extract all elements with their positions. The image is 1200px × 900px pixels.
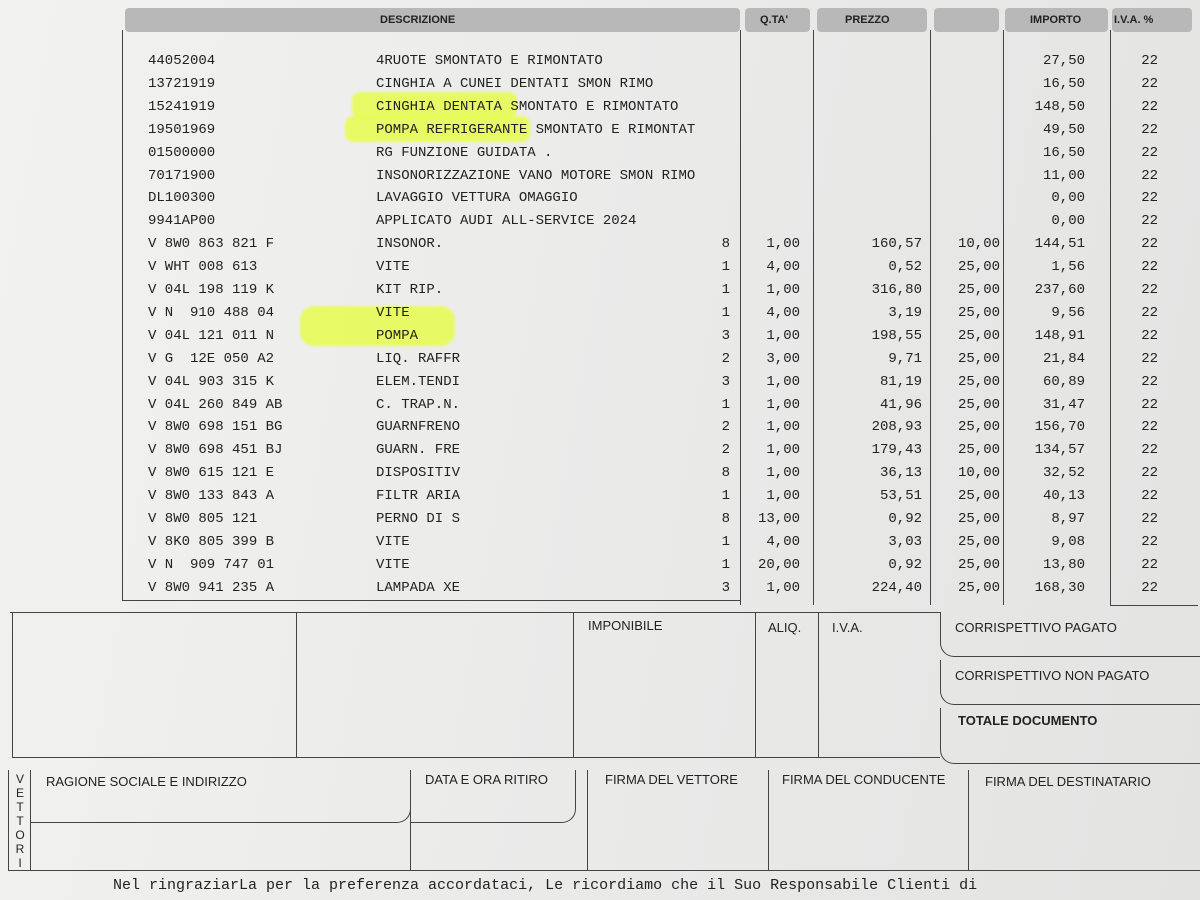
- qty-code: 2: [721, 419, 730, 436]
- qty-code: 1: [721, 282, 730, 298]
- description: APPLICATO AUDI ALL-SERVICE 2024: [376, 213, 637, 230]
- description: KIT RIP.: [376, 282, 444, 298]
- vat-rate: 22: [1141, 327, 1158, 344]
- qty-code: 1: [721, 259, 730, 276]
- qty-code: 1: [721, 488, 730, 505]
- price: 316,80: [871, 282, 922, 298]
- vat-rate: 22: [1141, 121, 1158, 138]
- quantity: 3,00: [766, 350, 800, 367]
- part-code: V 8W0 941 235 A: [148, 579, 275, 596]
- description: VITE: [376, 259, 410, 276]
- qty-code: 1: [721, 556, 730, 573]
- price: 0,92: [888, 556, 922, 573]
- description: LAMPADA XE: [376, 579, 461, 596]
- table-row: [0, 577, 1200, 599]
- header-importo: [1005, 8, 1108, 32]
- table-row: [0, 50, 1200, 72]
- vat-rate: 22: [1141, 579, 1158, 596]
- qty-code: 8: [721, 236, 730, 253]
- table-row: [0, 554, 1200, 576]
- part-code: 01500000: [148, 144, 216, 161]
- part-code: V 04L 260 849 AB: [148, 396, 283, 413]
- qty-code: 3: [721, 579, 730, 596]
- table-row: [0, 508, 1200, 530]
- header-descrizione-label: DESCRIZIONE: [380, 14, 456, 26]
- qty-code: 2: [721, 350, 730, 367]
- discount: 25,00: [957, 533, 1000, 550]
- price: 3,19: [888, 304, 922, 321]
- qty-code: 3: [721, 373, 730, 390]
- vat-rate: 22: [1141, 236, 1158, 253]
- amount: 0,00: [1051, 190, 1085, 207]
- part-code: 9941AP00: [148, 213, 216, 230]
- part-code: V 8W0 698 451 BJ: [148, 442, 283, 459]
- part-code: V 8W0 805 121: [148, 511, 258, 527]
- description: VITE: [376, 304, 410, 321]
- qty-code: 3: [721, 327, 730, 344]
- amount: 168,30: [1034, 579, 1085, 596]
- header-importo-label: IMPORTO: [1030, 14, 1082, 26]
- quantity: 1,00: [766, 442, 800, 459]
- table-row: [0, 302, 1200, 324]
- vat-rate: 22: [1141, 167, 1158, 184]
- amount: 13,80: [1042, 556, 1085, 573]
- vat-rate: 22: [1141, 75, 1158, 92]
- totals-left-border: [12, 612, 13, 757]
- part-code: V 04L 903 315 K: [148, 373, 275, 390]
- amount: 21,84: [1042, 350, 1085, 367]
- header-sconto: [934, 8, 999, 32]
- part-code: V N 910 488 04: [148, 304, 275, 321]
- qty-code: 1: [721, 533, 730, 550]
- description: ELEM.TENDI: [376, 373, 461, 390]
- ragione-sociale-label: RAGIONE SOCIALE E INDIRIZZO: [46, 774, 247, 789]
- quantity: 4,00: [766, 533, 800, 550]
- header-qta: [745, 8, 810, 32]
- amount: 148,50: [1034, 98, 1085, 115]
- discount: 25,00: [957, 442, 1000, 459]
- description: GUARN. FRE: [376, 442, 461, 459]
- price: 36,13: [879, 465, 922, 482]
- table-row: [0, 96, 1200, 118]
- discount: 25,00: [957, 282, 1000, 298]
- vat-rate: 22: [1141, 533, 1158, 550]
- vat-rate: 22: [1141, 442, 1158, 459]
- vat-rate: 22: [1141, 259, 1158, 276]
- part-code: V 8W0 863 821 F: [148, 236, 275, 253]
- discount: 25,00: [957, 556, 1000, 573]
- table-row: [0, 279, 1200, 301]
- quantity: 20,00: [757, 556, 800, 573]
- price: 160,57: [871, 236, 922, 253]
- discount: 10,00: [957, 465, 1000, 482]
- firma-vettore-label: FIRMA DEL VETTORE: [605, 772, 738, 787]
- price: 208,93: [871, 419, 922, 436]
- amount: 60,89: [1042, 373, 1085, 390]
- carrier-div2: [587, 770, 588, 870]
- price: 3,03: [888, 533, 922, 550]
- quantity: 1,00: [766, 282, 800, 298]
- description: LIQ. RAFFR: [376, 350, 461, 367]
- amount: 40,13: [1042, 488, 1085, 505]
- price: 9,71: [888, 350, 922, 367]
- part-code: V N 909 747 01: [148, 556, 275, 573]
- qty-code: 8: [721, 511, 730, 527]
- data-ora-label: DATA E ORA RITIRO: [425, 772, 549, 787]
- footer-note: Nel ringraziarLa per la preferenza accordataci, Le ricordiamo che il Suo Responsabile Clienti di: [113, 877, 978, 894]
- price: 179,43: [871, 442, 922, 459]
- vettori-letter: T: [16, 800, 24, 814]
- qty-code: 8: [721, 465, 730, 482]
- vat-rate: 22: [1141, 304, 1158, 321]
- table-row: [0, 485, 1200, 507]
- amount: 9,56: [1051, 304, 1085, 321]
- table-bottom-border: [122, 600, 740, 601]
- amount: 49,50: [1042, 121, 1085, 138]
- vettori-letter: T: [16, 814, 24, 828]
- qty-code: 1: [721, 396, 730, 413]
- part-code: V 8W0 133 843 A: [148, 488, 275, 505]
- price: 0,52: [888, 259, 922, 276]
- description: INSONOR.: [376, 236, 444, 253]
- quantity: 13,00: [757, 511, 800, 527]
- part-code: 15241919: [148, 98, 216, 115]
- vat-rate: 22: [1141, 144, 1158, 161]
- vettori-letter: V: [15, 772, 24, 786]
- amount: 237,60: [1034, 282, 1085, 298]
- table-row: [0, 531, 1200, 553]
- amount: 8,97: [1051, 511, 1085, 527]
- amount: 1,56: [1051, 259, 1085, 276]
- discount: 25,00: [957, 579, 1000, 596]
- firma-conducente-label: FIRMA DEL CONDUCENTE: [782, 772, 946, 787]
- header-prezzo: [817, 8, 927, 32]
- amount: 134,57: [1034, 442, 1085, 459]
- description: CINGHIA A CUNEI DENTATI SMON RIMO: [376, 75, 654, 92]
- table-row: [0, 187, 1200, 209]
- table-row: [0, 119, 1200, 141]
- discount: 10,00: [957, 236, 1000, 253]
- table-row: [0, 233, 1200, 255]
- header-iva: [1112, 8, 1192, 32]
- part-code: V 04L 121 011 N: [148, 327, 275, 344]
- part-code: 19501969: [148, 121, 216, 138]
- quantity: 1,00: [766, 373, 800, 390]
- amount: 0,00: [1051, 213, 1085, 230]
- discount: 25,00: [957, 373, 1000, 390]
- description: VITE: [376, 533, 410, 550]
- description: LAVAGGIO VETTURA OMAGGIO: [376, 190, 578, 207]
- imponibile-label: IMPONIBILE: [588, 618, 663, 633]
- vat-rate: 22: [1141, 53, 1158, 69]
- part-code: V 04L 198 119 K: [148, 282, 275, 298]
- part-code: DL100300: [148, 190, 216, 207]
- price: 0,92: [888, 511, 922, 527]
- quantity: 1,00: [766, 396, 800, 413]
- vettori-letter: E: [15, 786, 24, 800]
- header-iva-label: I.V.A. %: [1114, 14, 1154, 26]
- description: POMPA: [376, 327, 419, 344]
- firma-destinatario-label: FIRMA DEL DESTINATARIO: [985, 774, 1151, 789]
- vat-rate: 22: [1141, 488, 1158, 505]
- quantity: 4,00: [766, 259, 800, 276]
- table-row: [0, 394, 1200, 416]
- vettori-side-label: [13, 772, 27, 870]
- description: VITE: [376, 556, 410, 573]
- vettori-letter: O: [15, 828, 25, 842]
- table-row: [0, 256, 1200, 278]
- header-descrizione: [125, 8, 740, 32]
- totals-bottom-line: [12, 757, 940, 758]
- ragione-sociale-box: [30, 770, 411, 823]
- iva-label: I.V.A.: [832, 620, 863, 635]
- table-row: [0, 142, 1200, 164]
- description: POMPA REFRIGERANTE SMONTATO E RIMONTAT: [376, 121, 696, 138]
- price: 81,19: [879, 373, 922, 390]
- discount: 25,00: [957, 419, 1000, 436]
- description: 4RUOTE SMONTATO E RIMONTATO: [376, 53, 603, 69]
- quantity: 1,00: [766, 327, 800, 344]
- discount: 25,00: [957, 396, 1000, 413]
- part-code: V WHT 008 613: [148, 259, 258, 276]
- vat-rate: 22: [1141, 190, 1158, 207]
- vat-rate: 22: [1141, 419, 1158, 436]
- price: 198,55: [871, 327, 922, 344]
- quantity: 1,00: [766, 488, 800, 505]
- quantity: 1,00: [766, 579, 800, 596]
- vat-rate: 22: [1141, 373, 1158, 390]
- part-code: V G 12E 050 A2: [148, 350, 275, 367]
- amount: 16,50: [1042, 144, 1085, 161]
- qty-code: 2: [721, 442, 730, 459]
- vat-rate: 22: [1141, 282, 1158, 298]
- amount: 11,00: [1042, 167, 1085, 184]
- part-code: 70171900: [148, 167, 216, 184]
- table-row: [0, 348, 1200, 370]
- totals-div4: [818, 612, 819, 757]
- data-ora-box: [410, 770, 576, 823]
- vat-rate: 22: [1141, 396, 1158, 413]
- vat-rate: 22: [1141, 556, 1158, 573]
- totale-documento-label: TOTALE DOCUMENTO: [958, 713, 1098, 728]
- table-row: [0, 73, 1200, 95]
- vat-rate: 22: [1141, 465, 1158, 482]
- price: 53,51: [879, 488, 922, 505]
- vat-rate: 22: [1141, 511, 1158, 527]
- corrispettivo-pagato-label: CORRISPETTIVO PAGATO: [955, 620, 1117, 635]
- description: PERNO DI S: [376, 511, 461, 527]
- discount: 25,00: [957, 327, 1000, 344]
- qty-code: 1: [721, 304, 730, 321]
- amount: 9,08: [1051, 533, 1085, 550]
- part-code: V 8W0 615 121 E: [148, 465, 275, 482]
- header-prezzo-label: PREZZO: [845, 14, 890, 26]
- aliq-label: ALIQ.: [768, 620, 802, 635]
- totals-div1: [296, 612, 297, 757]
- description: RG FUNZIONE GUIDATA .: [376, 144, 553, 161]
- iva-bottom-border: [1110, 605, 1198, 606]
- amount: 144,51: [1034, 236, 1085, 253]
- amount: 16,50: [1042, 75, 1085, 92]
- table-row: [0, 416, 1200, 438]
- carrier-bottom-line: [8, 870, 1200, 871]
- totals-div2: [573, 612, 574, 757]
- price: 224,40: [871, 579, 922, 596]
- part-code: V 8W0 698 151 BG: [148, 419, 283, 436]
- amount: 27,50: [1042, 53, 1085, 69]
- description: DISPOSITIV: [376, 465, 461, 482]
- amount: 31,47: [1042, 396, 1085, 413]
- vettori-letter: R: [15, 842, 25, 856]
- table-row: [0, 165, 1200, 187]
- amount: 156,70: [1034, 419, 1085, 436]
- description: CINGHIA DENTATA SMONTATO E RIMONTATO: [376, 98, 679, 115]
- table-row: [0, 462, 1200, 484]
- vat-rate: 22: [1141, 98, 1158, 115]
- discount: 25,00: [957, 259, 1000, 276]
- table-row: [0, 439, 1200, 461]
- header-qta-label: Q.TA': [760, 14, 789, 26]
- description: C. TRAP.N.: [376, 396, 461, 413]
- part-code: 44052004: [148, 53, 216, 69]
- part-code: V 8K0 805 399 B: [148, 533, 275, 550]
- discount: 25,00: [957, 511, 1000, 527]
- amount: 32,52: [1042, 465, 1085, 482]
- table-row: [0, 371, 1200, 393]
- carrier-div4: [968, 770, 969, 870]
- table-row: [0, 210, 1200, 232]
- vettori-letter: I: [18, 856, 22, 870]
- quantity: 1,00: [766, 465, 800, 482]
- discount: 25,00: [957, 304, 1000, 321]
- part-code: 13721919: [148, 75, 216, 92]
- quantity: 1,00: [766, 236, 800, 253]
- description: GUARNFRENO: [376, 419, 461, 436]
- vat-rate: 22: [1141, 350, 1158, 367]
- corrispettivo-non-pagato-label: CORRISPETTIVO NON PAGATO: [955, 668, 1150, 683]
- vat-rate: 22: [1141, 213, 1158, 230]
- carrier-div3: [768, 770, 769, 870]
- description: INSONORIZZAZIONE VANO MOTORE SMON RIMO: [376, 167, 696, 184]
- totals-div3: [755, 612, 756, 757]
- discount: 25,00: [957, 350, 1000, 367]
- totals-top-line: [10, 612, 940, 613]
- amount: 148,91: [1034, 327, 1085, 344]
- discount: 25,00: [957, 488, 1000, 505]
- quantity: 1,00: [766, 419, 800, 436]
- table-row: [0, 325, 1200, 347]
- quantity: 4,00: [766, 304, 800, 321]
- carrier-left-border: [8, 770, 9, 870]
- price: 41,96: [879, 396, 922, 413]
- description: FILTR ARIA: [376, 488, 461, 505]
